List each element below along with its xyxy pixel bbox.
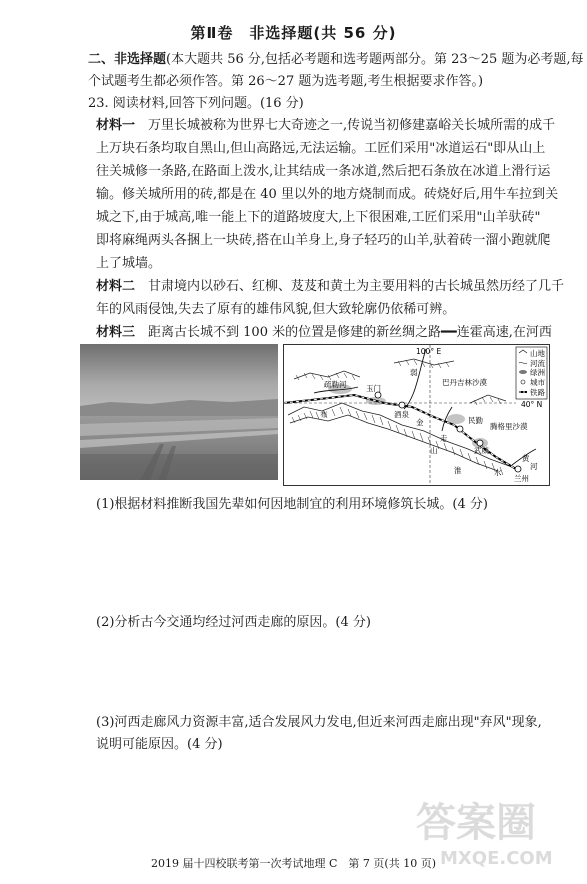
question-3-line-2: 说明可能原因。(4 分) [96,737,223,752]
legend-mountain-label: 山地 [530,349,545,358]
material-2-text: 甘肃境内以砂石、红柳、芨芨和黄土为主要用料的古长城虽然历经了几千 [148,279,565,294]
material-2-label: 材料二 [96,279,136,294]
section-label: 二、非选择题 [88,52,167,67]
section-intro-line2: 个试题考生都必须作答。第 26～27 题为选考题,考生根据要求作答。) [88,74,484,89]
section-title: 第Ⅱ卷 非选择题(共 56 分) [190,24,397,42]
section-intro-line1: (本大题共 56 分,包括必考题和选考题两部分。第 23～25 题为必考题,每 [166,52,584,67]
map-label-shui: 水 [494,468,502,477]
map-label-tengger: 腾格里沙漠 [490,422,528,431]
material-2-line-1 [96,275,564,298]
material-1-line-6: 即将麻绳两头各捆上一块砖,搭在山羊身上,身子轻巧的山羊,驮着砖一溜小跑就爬 [96,233,551,248]
legend-river-label: 河流 [530,359,545,368]
legend-railway-label: 铁路 [530,388,545,397]
material-1-text: 万里长城被称为世界七大奇迹之一,传说当初修建嘉峪关长城所需的成千 [148,118,556,133]
material-1-line-2: 上万块石条均取自黑山,但山高路远,无法运输。工匠们采用"冰道运石"即从山上 [96,141,546,156]
map-label-minqin: 民勤 [468,416,483,425]
map-longitude-label: 100° E [416,347,442,356]
material-3-text: 距离古长城不到 100 米的位置是修建的新丝绸之路━━连霍高速,在河西 [148,325,552,340]
material-1-line-4: 输。修关城所用的砖,都是在 40 里以外的地方烧制而成。砖烧好后,用牛车拉到关 [96,187,559,202]
map-latitude-label: 40° N [521,400,543,409]
material-1-line-5: 城之下,由于城高,唯一能上下的道路坡度大,上下很困难,工匠们采用"山羊驮砖" [96,210,541,225]
page-footer: 2019 届十四校联考第一次考试地理 C 第 7 页(共 10 页) [151,857,436,870]
map-label-lanzhou: 兰州 [514,474,529,483]
map-label-jiuquan: 酒泉 [394,410,409,419]
map-label-huang: 黄 [522,454,530,463]
legend-oasis-label: 绿洲 [530,368,545,377]
svg-text:MXQE.COM: MXQE.COM [440,848,553,869]
material-1-label: 材料一 [96,118,136,133]
hexi-corridor-railway-map [283,344,550,486]
map-label-badain-jaran: 巴丹吉林沙漠 [442,378,487,387]
map-label-jin: 金 [416,418,424,427]
material-1-line-1 [96,114,555,137]
map-label-wuwei: 武威 [474,446,489,455]
question-2: (2)分析古今交通均经过河西走廊的原因。(4 分) [96,615,371,630]
highway-photo [80,344,278,480]
material-1-line-7: 上了城墙。 [96,256,162,271]
material-2-line-2: 年的风雨侵蚀,失去了原有的雄伟风貌,但大致轮廓仍依稀可辨。 [96,302,456,317]
map-label-zou: 走 [440,434,448,443]
map-label-huai: 淮 [454,466,462,475]
legend-city-label: 城市 [530,378,545,387]
svg-text:答案圈: 答案圈 [416,800,536,846]
map-label-shan: 山 [430,446,438,455]
material-3-line-1 [96,321,552,344]
question-1: (1)根据材料推断我国先辈如何因地制宜的利用环境修筑长城。(4 分) [96,497,488,512]
material-1-line-3: 往关城修一条路,在路面上泼水,让其结成一条冰道,然后把石条放在冰道上滑行运 [96,164,551,179]
map-label-shule-river: 疏勒河 [324,380,347,389]
question-23-header: 23. 阅读材料,回答下列问题。(16 分) [88,96,304,111]
map-label-pu: 布 [320,410,328,419]
map-label-yumen: 玉门 [366,384,381,393]
material-3-label: 材料三 [96,325,136,340]
map-label-he: 河 [530,462,538,471]
map-label-ruo: 弱 [410,368,418,377]
section-intro [88,48,584,71]
question-3-line-1: (3)河西走廊风力资源丰富,适合发展风力发电,但近来河西走廊出现"弃风"现象, [96,715,542,730]
